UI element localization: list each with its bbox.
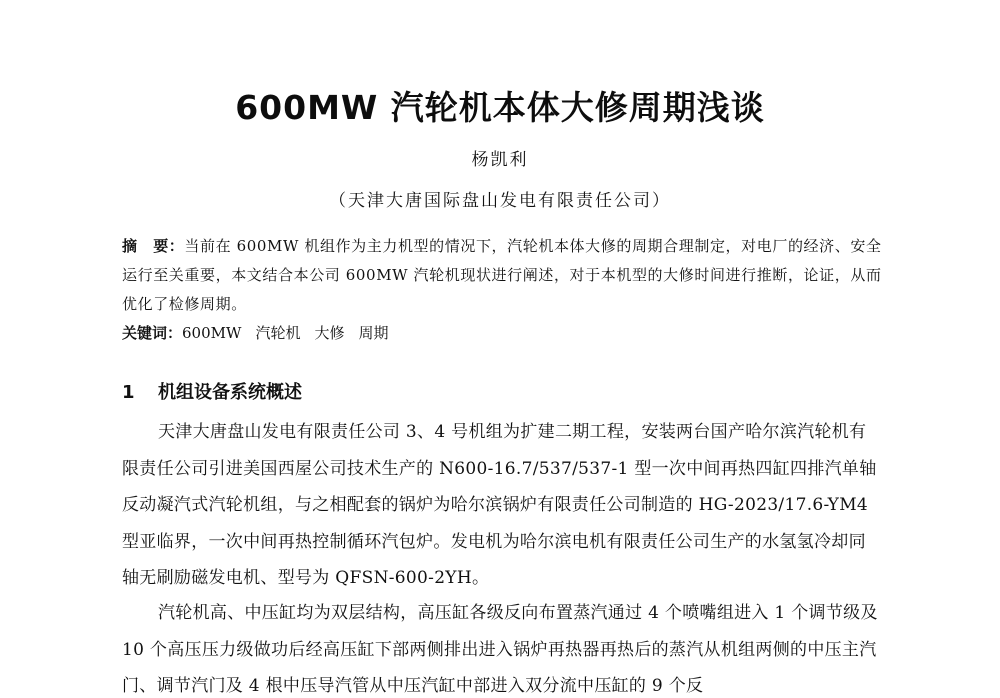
keywords <box>122 319 882 348</box>
keyword-item: 600MW <box>182 324 242 342</box>
section-title: 机组设备系统概述 <box>158 382 302 403</box>
keyword-item: 周期 <box>358 324 389 342</box>
keyword-item: 大修 <box>314 324 345 342</box>
body-paragraph: 天津大唐盘山发电有限责任公司 3、4 号机组为扩建二期工程，安装两台国产哈尔滨汽轮机有限责任公司引进美国西屋公司技术生产的 N600-16.7/537/537-1 型一次中间再热四缸四排汽单轴反动凝汽式汽轮机组，与之相配套的锅炉为哈尔滨锅炉有限责任公司制造的 HG-2023/17.6-YM4 型亚临界，一次中间再热控制循环汽包炉。发电机为哈尔滨电机有限责任公司生产的水氢氢冷却同轴无刷励磁发电机、型号为 QFSN-600-2YH。 <box>122 422 877 588</box>
abstract-text: 当前在 600MW 机组作为主力机型的情况下，汽轮机本体大修的周期合理制定，对电厂的经济、安全运行至关重要，本文结合本公司 600MW 汽轮机现状进行阐述，对于本机型的大修时间进行推断，论证，从而优化了检修周期。 <box>122 237 882 313</box>
abstract <box>122 232 882 319</box>
section-heading <box>122 378 302 404</box>
author-name: 杨凯利 <box>471 150 529 170</box>
section-number: 1 <box>122 382 135 403</box>
body-paragraph: 汽轮机高、中压缸均为双层结构，高压缸各级反向布置蒸汽通过 4 个喷嘴组进入 1 个调节级及 10 个高压压力级做功后经高压缸下部两侧排出进入锅炉再热器再热后的蒸汽从机组两侧的中压主汽门、调节汽门及 4 根中压导汽管从中压汽缸中部进入双分流中压缸的 9 个反 <box>122 603 878 696</box>
keyword-item: 汽轮机 <box>255 324 301 342</box>
paper-title: 600MW 汽轮机本体大修周期浅谈 <box>235 88 765 127</box>
keywords-label: 关键词： <box>122 324 183 342</box>
abstract-label: 摘 要： <box>122 237 185 255</box>
author-affiliation: （天津大唐国际盘山发电有限责任公司） <box>329 191 671 211</box>
